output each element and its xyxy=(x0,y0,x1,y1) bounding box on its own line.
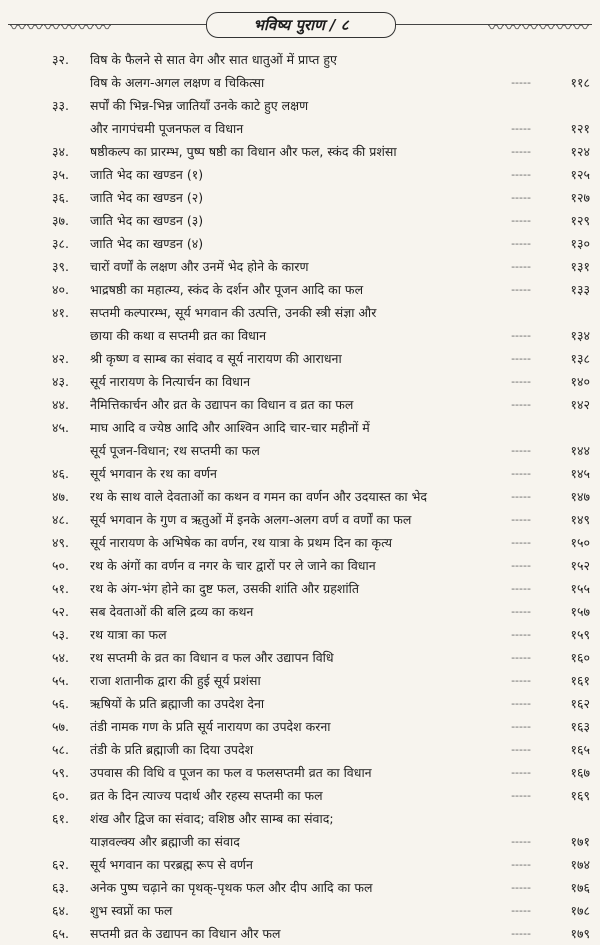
toc-page-number: १७६ xyxy=(570,880,590,895)
toc-entry xyxy=(0,531,600,554)
toc-page-number: १६१ xyxy=(570,673,590,688)
toc-entry xyxy=(0,347,600,370)
toc-row xyxy=(0,784,600,807)
toc-entry xyxy=(0,922,600,945)
toc-page-number: १२५ xyxy=(570,167,590,182)
toc-row xyxy=(0,807,600,830)
toc-entry xyxy=(0,600,600,623)
toc-entry-number: ४५. xyxy=(52,420,69,435)
toc-row xyxy=(0,623,600,646)
toc-page-number: १६० xyxy=(570,650,590,665)
toc-entry xyxy=(0,163,600,186)
toc-leader-dash: ----- xyxy=(511,444,531,457)
toc-entry-number: ४८. xyxy=(52,512,69,527)
toc-entry-title: जाति भेद का खण्डन (३) xyxy=(90,213,204,228)
toc-entry-number: ४९. xyxy=(52,535,69,550)
toc-entry-number: ६२. xyxy=(52,857,69,872)
toc-page-number: १६५ xyxy=(570,742,590,757)
toc-entry-number: ५२. xyxy=(52,604,69,619)
toc-entry-number: ६०. xyxy=(52,788,69,803)
toc-entry-title: भाद्रषष्ठी का महात्म्य, स्कंद के दर्शन और पूजन आदि का फल xyxy=(90,282,364,297)
toc-leader-dash: ----- xyxy=(511,352,531,365)
toc-leader-dash: ----- xyxy=(511,260,531,273)
toc-entry-title: याज्ञवल्क्य और ब्रह्माजी का संवाद xyxy=(90,834,240,849)
toc-entry xyxy=(0,140,600,163)
toc-entry-title: सप्तमी व्रत के उद्यापन का विधान और फल xyxy=(90,926,281,941)
toc-leader-dash: ----- xyxy=(511,76,531,89)
toc-entry-number: ४६. xyxy=(52,466,69,481)
toc-row xyxy=(0,508,600,531)
toc-row xyxy=(0,922,600,945)
toc-entry-title: शंख और द्विज का संवाद; वशिष्ठ और साम्ब का संवाद; xyxy=(90,811,334,826)
toc-entry xyxy=(0,393,600,416)
toc-entry-title: सूर्य भगवान का परब्रह्म रूप से वर्णन xyxy=(90,857,253,872)
toc-entry xyxy=(0,646,600,669)
toc-page-number: १२७ xyxy=(570,190,590,205)
toc-entry-title: सब देवताओं की बलि द्रव्य का कथन xyxy=(90,604,254,619)
toc-page-number: १४५ xyxy=(570,466,590,481)
toc-entry xyxy=(0,186,600,209)
toc-entry-number: ३५. xyxy=(52,167,69,182)
toc-entry-title: रथ के साथ वाले देवताओं का कथन व गमन का वर्णन और उदयास्त का भेद xyxy=(90,489,428,504)
toc-row xyxy=(0,232,600,255)
toc-entry xyxy=(0,209,600,232)
toc-entry-title: ऋषियों के प्रति ब्रह्माजी का उपदेश देना xyxy=(90,696,265,711)
toc-entry-title: सर्पों की भिन्न-भिन्न जातियाँ उनके काटे हुए लक्षण xyxy=(90,98,309,113)
toc-leader-dash: ----- xyxy=(511,122,531,135)
toc-row xyxy=(0,439,600,462)
toc-page-number: १७१ xyxy=(570,834,590,849)
toc-entry-number: ३७. xyxy=(52,213,69,228)
toc-leader-dash: ----- xyxy=(511,375,531,388)
toc-page-number: १४० xyxy=(570,374,590,389)
toc-entry xyxy=(0,278,600,301)
toc-entry xyxy=(0,48,600,94)
toc-row xyxy=(0,301,600,324)
toc-entry xyxy=(0,370,600,393)
toc-entry-title: शुभ स्वप्नों का फल xyxy=(90,903,173,918)
toc-leader-dash: ----- xyxy=(511,858,531,871)
toc-entry-title: रथ सप्तमी के व्रत का विधान व फल और उद्यापन विधि xyxy=(90,650,334,665)
toc-entry xyxy=(0,807,600,853)
toc-row xyxy=(0,853,600,876)
toc-entry-title: जाति भेद का खण्डन (४) xyxy=(90,236,204,251)
toc-entry-number: ६१. xyxy=(52,811,69,826)
toc-row xyxy=(0,71,600,94)
toc-leader-dash: ----- xyxy=(511,283,531,296)
toc-page-number: १५७ xyxy=(570,604,590,619)
toc-page-number: १३८ xyxy=(570,351,590,366)
toc-entry-title: सूर्य भगवान के गुण व ऋतुओं में इनके अलग-अलग वर्ण व वर्णों का फल xyxy=(90,512,412,527)
toc-entry-title: जाति भेद का खण्डन (१) xyxy=(90,167,204,182)
toc-page-number: १३४ xyxy=(570,328,590,343)
toc-leader-dash: ----- xyxy=(511,789,531,802)
toc-row xyxy=(0,186,600,209)
toc-page-number: १६३ xyxy=(570,719,590,734)
toc-page-number: १४४ xyxy=(570,443,590,458)
header-ornament-right: 〰〰〰〰〰〰 xyxy=(487,18,590,37)
toc-entry-title: अनेक पुष्प चढ़ाने का पृथक्-पृथक फल और दीप आदि का फल xyxy=(90,880,373,895)
toc-entry-number: ५८. xyxy=(52,742,69,757)
toc-row xyxy=(0,209,600,232)
toc-leader-dash: ----- xyxy=(511,651,531,664)
header-ornament-left: 〰〰〰〰〰〰 xyxy=(10,18,113,37)
toc-row xyxy=(0,117,600,140)
toc-entry-number: ४०. xyxy=(52,282,69,297)
toc-leader-dash: ----- xyxy=(511,674,531,687)
toc-entry-number: ५३. xyxy=(52,627,69,642)
toc-leader-dash: ----- xyxy=(511,145,531,158)
toc-leader-dash: ----- xyxy=(511,697,531,710)
page-header xyxy=(0,8,600,42)
toc-entry xyxy=(0,554,600,577)
toc-entry-title: षष्ठीकल्प का प्रारम्भ, पुष्प षष्ठी का विधान और फल, स्कंद की प्रशंसा xyxy=(90,144,397,159)
toc-entry-title: तंडी के प्रति ब्रह्माजी का दिया उपदेश xyxy=(90,742,254,757)
toc-row xyxy=(0,393,600,416)
toc-leader-dash: ----- xyxy=(511,628,531,641)
toc-entry-number: ५५. xyxy=(52,673,69,688)
toc-leader-dash: ----- xyxy=(511,881,531,894)
toc-entry xyxy=(0,899,600,922)
toc-page-number: १७४ xyxy=(570,857,590,872)
toc-entry-number: ३९. xyxy=(52,259,69,274)
toc-entry-number: ३२. xyxy=(52,52,69,67)
toc-entry xyxy=(0,738,600,761)
toc-row xyxy=(0,830,600,853)
toc-leader-dash: ----- xyxy=(511,168,531,181)
toc-entry xyxy=(0,876,600,899)
toc-entry-title: सूर्य पूजन-विधान; रथ सप्तमी का फल xyxy=(90,443,260,458)
toc-entry-number: ५६. xyxy=(52,696,69,711)
toc-leader-dash: ----- xyxy=(511,398,531,411)
toc-leader-dash: ----- xyxy=(511,720,531,733)
toc-page-number: १३१ xyxy=(570,259,590,274)
toc-row xyxy=(0,163,600,186)
toc-page-number: १५९ xyxy=(570,627,590,642)
toc-leader-dash: ----- xyxy=(511,927,531,940)
toc-entry-title: रथ के अंगों का वर्णन व नगर के चार द्वारों पर ले जाने का विधान xyxy=(90,558,376,573)
toc-entry-number: ४२. xyxy=(52,351,69,366)
toc-page-number: १३३ xyxy=(570,282,590,297)
toc-row xyxy=(0,761,600,784)
toc-leader-dash: ----- xyxy=(511,904,531,917)
toc-entry xyxy=(0,623,600,646)
toc-entry-number: ५१. xyxy=(52,581,69,596)
toc-entry xyxy=(0,669,600,692)
table-of-contents xyxy=(0,48,600,945)
toc-entry-title: उपवास की विधि व पूजन का फल व फलसप्तमी व्रत का विधान xyxy=(90,765,372,780)
toc-row xyxy=(0,370,600,393)
toc-entry-title: राजा शतानीक द्वारा की हुई सूर्य प्रशंसा xyxy=(90,673,261,688)
page-title: भविष्य पुराण / ८ xyxy=(206,12,396,38)
toc-entry-title: व्रत के दिन त्याज्य पदार्थ और रहस्य सप्तमी का फल xyxy=(90,788,323,803)
toc-entry-title: जाति भेद का खण्डन (२) xyxy=(90,190,204,205)
toc-row xyxy=(0,738,600,761)
toc-row xyxy=(0,485,600,508)
toc-leader-dash: ----- xyxy=(511,559,531,572)
toc-entry-title: विष के अलग-अगल लक्षण व चिकित्सा xyxy=(90,75,265,90)
toc-leader-dash: ----- xyxy=(511,536,531,549)
toc-entry xyxy=(0,232,600,255)
toc-entry-title: और नागपंचमी पूजनफल व विधान xyxy=(90,121,244,136)
toc-entry-number: ३८. xyxy=(52,236,69,251)
toc-leader-dash: ----- xyxy=(511,766,531,779)
toc-row xyxy=(0,876,600,899)
toc-leader-dash: ----- xyxy=(511,467,531,480)
toc-row xyxy=(0,255,600,278)
toc-entry xyxy=(0,255,600,278)
toc-leader-dash: ----- xyxy=(511,605,531,618)
toc-entry-number: ६५. xyxy=(52,926,69,941)
toc-entry-number: ४३. xyxy=(52,374,69,389)
toc-page-number: १६२ xyxy=(570,696,590,711)
toc-page-number: १२९ xyxy=(570,213,590,228)
toc-row xyxy=(0,324,600,347)
toc-entry xyxy=(0,94,600,140)
toc-leader-dash: ----- xyxy=(511,582,531,595)
toc-entry-title: छाया की कथा व सप्तमी व्रत का विधान xyxy=(90,328,267,343)
toc-leader-dash: ----- xyxy=(511,237,531,250)
toc-entry xyxy=(0,485,600,508)
toc-entry-title: सूर्य नारायण के नित्यार्चन का विधान xyxy=(90,374,251,389)
toc-entry-title: रथ यात्रा का फल xyxy=(90,627,167,642)
toc-row xyxy=(0,600,600,623)
toc-page-number: १२१ xyxy=(570,121,590,136)
toc-page-number: १६७ xyxy=(570,765,590,780)
toc-entry-title: माघ आदि व ज्येष्ठ आदि और आश्विन आदि चार-चार महीनों में xyxy=(90,420,370,435)
toc-row xyxy=(0,899,600,922)
toc-entry-title: रथ के अंग-भंग होने का दुष्ट फल, उसकी शांति और ग्रहशांति xyxy=(90,581,359,596)
toc-entry-title: सूर्य नारायण के अभिषेक का वर्णन, रथ यात्रा के प्रथम दिन का कृत्य xyxy=(90,535,392,550)
toc-entry-number: ३६. xyxy=(52,190,69,205)
toc-leader-dash: ----- xyxy=(511,513,531,526)
toc-entry-number: ३४. xyxy=(52,144,69,159)
toc-page-number: १७९ xyxy=(570,926,590,941)
toc-entry-number: ५७. xyxy=(52,719,69,734)
toc-page-number: १३० xyxy=(570,236,590,251)
toc-page-number: १७८ xyxy=(570,903,590,918)
toc-entry-title: तंडी नामक गण के प्रति सूर्य नारायण का उपदेश करना xyxy=(90,719,331,734)
toc-entry xyxy=(0,784,600,807)
toc-row xyxy=(0,48,600,71)
toc-entry-title: सूर्य भगवान के रथ का वर्णन xyxy=(90,466,217,481)
toc-row xyxy=(0,669,600,692)
toc-entry xyxy=(0,301,600,347)
toc-row xyxy=(0,462,600,485)
toc-entry xyxy=(0,416,600,462)
toc-entry-title: चारों वर्णों के लक्षण और उनमें भेद होने के कारण xyxy=(90,259,309,274)
toc-row xyxy=(0,554,600,577)
toc-row xyxy=(0,692,600,715)
toc-leader-dash: ----- xyxy=(511,835,531,848)
toc-page-number: ११८ xyxy=(570,75,590,90)
toc-row xyxy=(0,531,600,554)
toc-page-number: १६९ xyxy=(570,788,590,803)
toc-row xyxy=(0,94,600,117)
toc-entry-title: श्री कृष्ण व साम्ब का संवाद व सूर्य नारायण की आराधना xyxy=(90,351,342,366)
toc-entry xyxy=(0,577,600,600)
toc-leader-dash: ----- xyxy=(511,191,531,204)
toc-page-number: १५५ xyxy=(570,581,590,596)
toc-entry xyxy=(0,508,600,531)
toc-row xyxy=(0,347,600,370)
toc-entry-number: ४१. xyxy=(52,305,69,320)
toc-entry-number: ६४. xyxy=(52,903,69,918)
toc-leader-dash: ----- xyxy=(511,743,531,756)
toc-page-number: १४९ xyxy=(570,512,590,527)
toc-entry-number: ५४. xyxy=(52,650,69,665)
toc-entry xyxy=(0,761,600,784)
toc-entry-title: सप्तमी कल्पारम्भ, सूर्य भगवान की उत्पत्ति, उनकी स्त्री संज्ञा और xyxy=(90,305,377,320)
toc-entry-number: ४४. xyxy=(52,397,69,412)
toc-entry-title: विष के फैलने से सात वेग और सात धातुओं में प्राप्त हुए xyxy=(90,52,337,67)
toc-page-number: १२४ xyxy=(570,144,590,159)
toc-row xyxy=(0,715,600,738)
toc-entry xyxy=(0,462,600,485)
toc-leader-dash: ----- xyxy=(511,490,531,503)
toc-entry xyxy=(0,715,600,738)
toc-row xyxy=(0,416,600,439)
toc-page-number: १४७ xyxy=(570,489,590,504)
toc-row xyxy=(0,646,600,669)
toc-row xyxy=(0,140,600,163)
toc-entry xyxy=(0,692,600,715)
toc-leader-dash: ----- xyxy=(511,214,531,227)
toc-page-number: १५२ xyxy=(570,558,590,573)
toc-entry-number: ३३. xyxy=(52,98,69,113)
toc-leader-dash: ----- xyxy=(511,329,531,342)
toc-entry-number: ५०. xyxy=(52,558,69,573)
toc-row xyxy=(0,278,600,301)
toc-page-number: १५० xyxy=(570,535,590,550)
toc-page-number: १४२ xyxy=(570,397,590,412)
toc-entry-number: ४७. xyxy=(52,489,69,504)
toc-entry-title: नैमित्तिकार्चन और व्रत के उद्यापन का विधान व व्रत का फल xyxy=(90,397,354,412)
toc-entry xyxy=(0,853,600,876)
toc-entry-number: ५९. xyxy=(52,765,69,780)
toc-entry-number: ६३. xyxy=(52,880,69,895)
toc-row xyxy=(0,577,600,600)
